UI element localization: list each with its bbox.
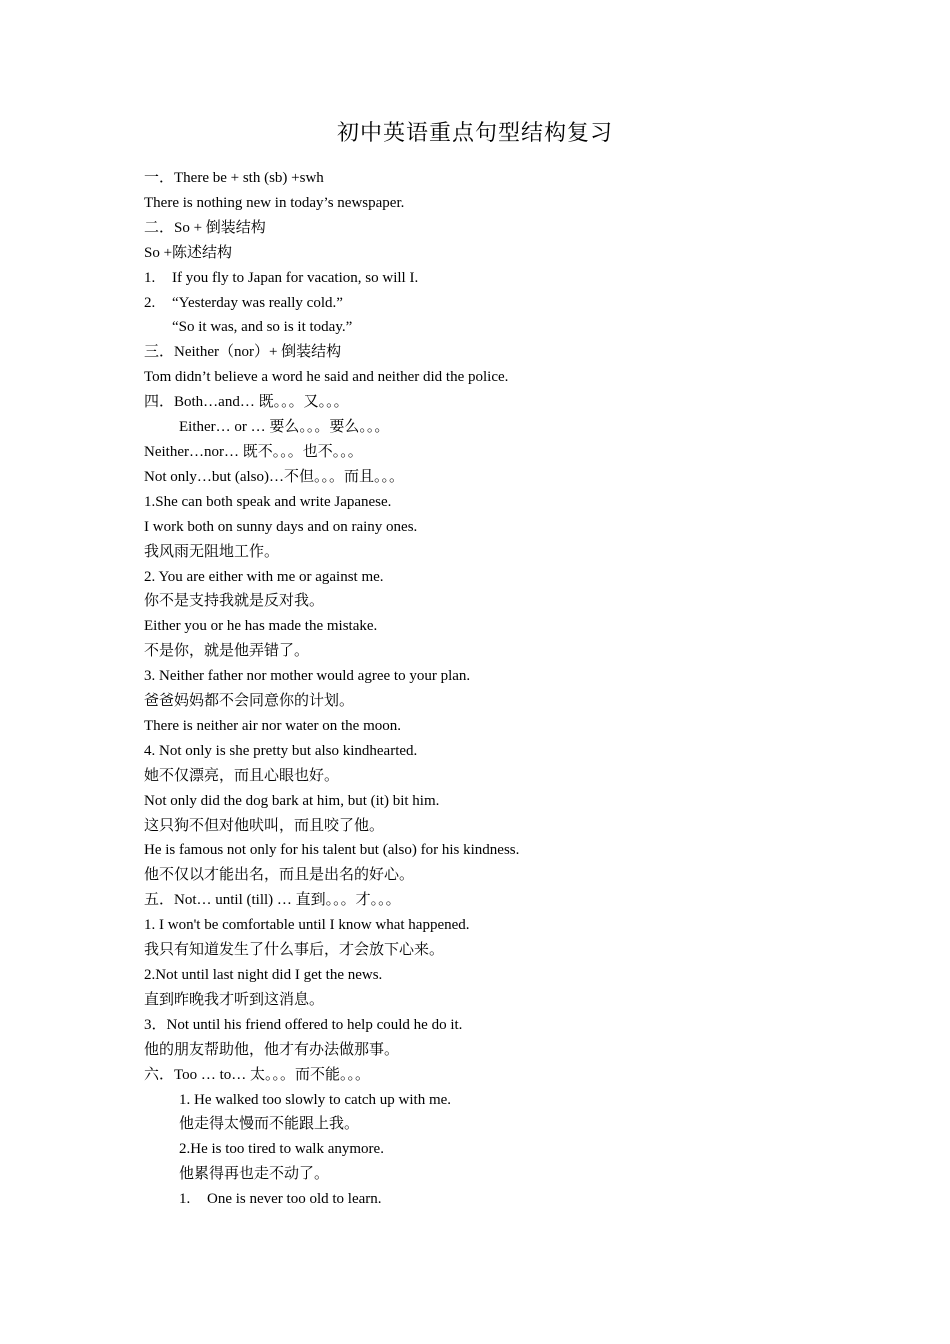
line-text: 2. You are either with me or against me. xyxy=(144,568,384,585)
list-number: 1. xyxy=(179,1191,191,1208)
line-text: 六．Too … to… 太。。。而不能。。。 xyxy=(144,1066,371,1083)
line-text: 1. He walked too slowly to catch up with me. xyxy=(179,1091,452,1108)
text-line xyxy=(144,340,864,365)
text-line xyxy=(144,913,864,938)
text-line xyxy=(144,764,864,789)
list-number: 1. xyxy=(144,269,156,286)
line-text: 直到昨晚我才听到这消息。 xyxy=(144,991,325,1008)
line-text: Not only did the dog bark at him, but (it) bit him. xyxy=(144,792,440,809)
text-line xyxy=(144,639,864,664)
line-text: 不是你，就是他弄错了。 xyxy=(144,643,310,660)
text-line xyxy=(144,988,864,1013)
text-line xyxy=(144,1137,864,1162)
text-line xyxy=(144,266,864,291)
line-text: Neither…nor… 既不。。。也不。。。 xyxy=(144,443,363,460)
line-text: Either… or … 要么。。。要么。。。 xyxy=(179,419,390,436)
text-line xyxy=(144,216,864,241)
line-text: 1.She can both speak and write Japanese. xyxy=(144,493,392,510)
line-text: 2.Not until last night did I get the news. xyxy=(144,967,383,983)
text-line xyxy=(144,390,864,415)
text-line xyxy=(144,589,864,614)
line-text: If you fly to Japan for vacation, so will I. xyxy=(172,269,419,286)
line-text: 一．There be + sth (sb) +swh xyxy=(144,170,324,186)
text-line xyxy=(144,938,864,963)
line-text: 我只有知道发生了什么事后，才会放下心来。 xyxy=(144,942,445,959)
line-text: 五．Not… until (till) … 直到。。。才。。。 xyxy=(144,892,401,909)
line-text: 3．Not until his friend offered to help could he do it. xyxy=(144,1016,463,1033)
text-line xyxy=(144,1162,864,1187)
text-line xyxy=(144,490,864,515)
line-text: So +陈述结构 xyxy=(144,244,233,261)
line-text: One is never too old to learn. xyxy=(207,1191,382,1208)
line-text: 1. I won't be comfortable until I know what happened. xyxy=(144,917,470,934)
line-text: I work both on sunny days and on rainy ones. xyxy=(144,518,418,535)
text-line xyxy=(144,315,864,340)
line-text: 三．Neither（nor）+ 倒装结构 xyxy=(144,344,342,361)
line-text: 她不仅漂亮，而且心眼也好。 xyxy=(144,767,340,784)
text-line xyxy=(144,1013,864,1038)
line-text: 这只狗不但对他吠叫，而且咬了他。 xyxy=(144,817,385,834)
line-text: 4. Not only is she pretty but also kindhearted. xyxy=(144,742,418,759)
text-line xyxy=(144,739,864,764)
text-line xyxy=(144,365,864,390)
text-line xyxy=(144,1038,864,1063)
line-text: He is famous not only for his talent but (also) for his kindness. xyxy=(144,842,520,859)
document-body xyxy=(144,166,864,1212)
text-line xyxy=(144,291,864,316)
text-line xyxy=(144,465,864,490)
text-line xyxy=(144,963,864,988)
text-line xyxy=(144,664,864,689)
line-text: Not only…but (also)…不但。。。而且。。。 xyxy=(144,468,404,485)
text-line xyxy=(144,789,864,814)
text-line xyxy=(144,1187,864,1212)
line-text: “So it was, and so is it today.” xyxy=(172,319,353,336)
text-line xyxy=(144,714,864,739)
text-line xyxy=(144,838,864,863)
list-number: 2. xyxy=(144,294,156,311)
document-title: 初中英语重点句型结构复习 xyxy=(336,121,613,146)
text-line xyxy=(144,1063,864,1088)
line-text: There is nothing new in today’s newspaper. xyxy=(144,194,405,211)
line-text: 3. Neither father nor mother would agree to your plan. xyxy=(144,668,471,685)
text-line xyxy=(144,565,864,590)
text-line xyxy=(144,814,864,839)
line-text: “Yesterday was really cold.” xyxy=(172,294,343,311)
line-text: 2.He is too tired to walk anymore. xyxy=(179,1141,384,1158)
text-line xyxy=(144,241,864,266)
text-line xyxy=(144,540,864,565)
line-text: 他的朋友帮助他，他才有办法做那事。 xyxy=(144,1041,400,1058)
line-text: Tom didn’t believe a word he said and neither did the police. xyxy=(144,369,509,386)
text-line xyxy=(144,888,864,913)
line-text: 我风雨无阻地工作。 xyxy=(144,543,280,560)
text-line xyxy=(144,614,864,639)
text-line xyxy=(144,1112,864,1137)
line-text: 四．Both…and… 既。。。又。。。 xyxy=(144,394,349,411)
line-text: 他走得太慢而不能跟上我。 xyxy=(179,1116,360,1133)
text-line xyxy=(144,689,864,714)
line-text: Either you or he has made the mistake. xyxy=(144,618,378,635)
text-line xyxy=(144,191,864,216)
text-line xyxy=(144,863,864,888)
text-line xyxy=(144,415,864,440)
text-line xyxy=(144,166,864,191)
line-text: 二．So + 倒装结构 xyxy=(144,219,266,236)
line-text: 爸爸妈妈都不会同意你的计划。 xyxy=(144,693,355,710)
line-text: 他不仅以才能出名，而且是出名的好心。 xyxy=(144,867,415,884)
text-line xyxy=(144,1088,864,1113)
text-line xyxy=(144,515,864,540)
line-text: 他累得再也走不动了。 xyxy=(179,1166,330,1183)
text-line xyxy=(144,440,864,465)
line-text: There is neither air nor water on the moon. xyxy=(144,717,401,734)
line-text: 你不是支持我就是反对我。 xyxy=(144,593,325,610)
